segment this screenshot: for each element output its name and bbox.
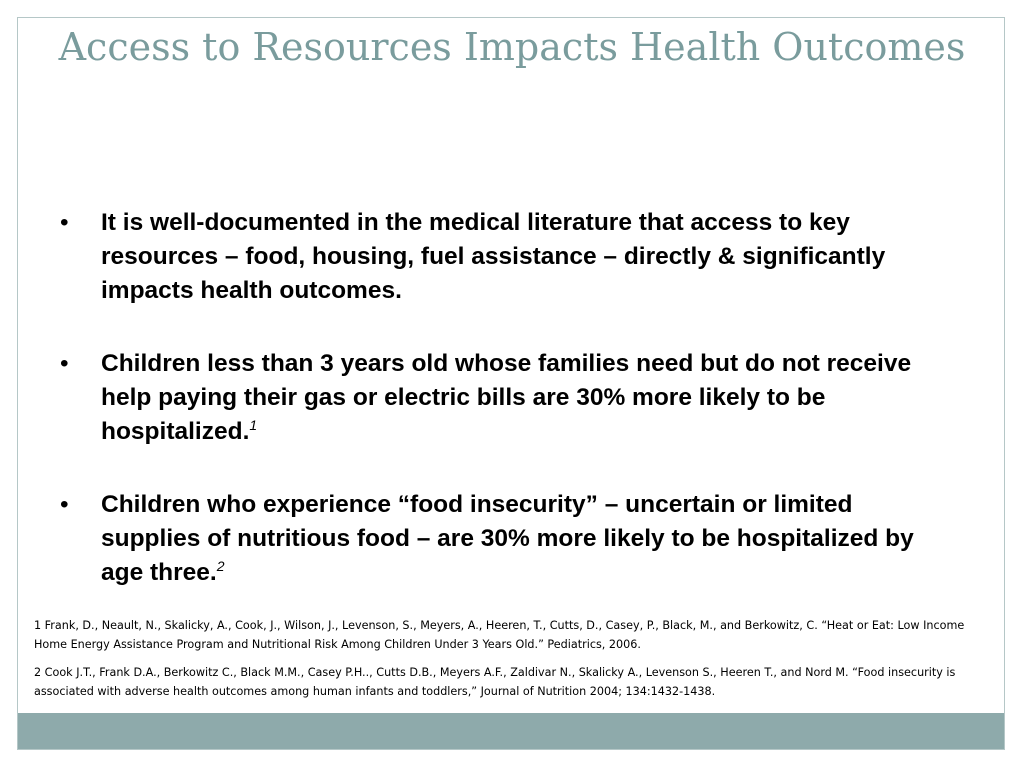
reference-item: 2 Cook J.T., Frank D.A., Berkowitz C., Black M.M., Casey P.H.., Cutts D.B., Meyers A.F., Zaldivar N., Skalicky A., Levenson S., Heeren T., and Nord M. “Food insecurity is associated with adverse health outcomes among human infants and toddlers,” Journal of Nutrition 2004; 134:1432-1438. — [34, 666, 956, 698]
footnote-marker: 1 — [249, 417, 258, 433]
bullet-item — [58, 347, 958, 449]
bullet-text: It is well-documented in the medical literature that access to key resources – food, housing, fuel assistance – directly & significantly impacts health outcomes. — [101, 209, 886, 304]
bullet-dot-icon: • — [60, 491, 69, 518]
bullet-text: Children less than 3 years old whose families need but do not receive help paying their gas or electric bills are 30% more likely to be hospitalized. — [101, 350, 912, 445]
footnote-marker: 2 — [216, 558, 225, 574]
footer-band — [18, 713, 1004, 749]
bullet-item — [58, 488, 958, 590]
bullet-text: Children who experience “food insecurity” – uncertain or limited supplies of nutritious food – are 30% more likely to be hospitalized by age three. — [101, 491, 914, 586]
references — [34, 616, 999, 710]
bullet-item — [58, 206, 958, 308]
slide — [17, 17, 1005, 750]
slide-title: Access to Resources Impacts Health Outcomes — [58, 25, 966, 69]
reference-item: 1 Frank, D., Neault, N., Skalicky, A., Cook, J., Wilson, J., Levenson, S., Meyers, A., Heeren, T., Cutts, D., Casey, P., Black, M., and Berkowitz, C. “Heat or Eat: Low Income Home Energy Assistance Program and Nutritional Risk Among Children Under 3 Years Old.” Pediatrics, 2006. — [34, 619, 965, 651]
bullet-list — [58, 206, 958, 629]
bullet-dot-icon: • — [60, 209, 69, 236]
bullet-dot-icon: • — [60, 350, 69, 377]
